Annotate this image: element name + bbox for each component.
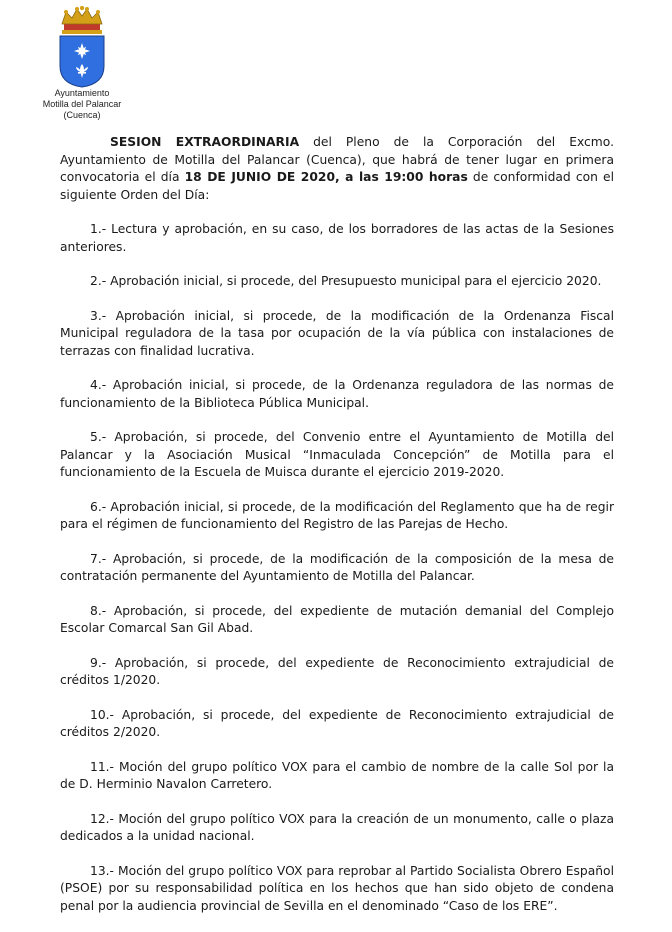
agenda-item-10: 10.- Aprobación, si procede, del expediente de Reconocimiento extrajudicial de créditos 2/2020. [60,707,614,739]
org-name-line1: Ayuntamiento [54,88,110,98]
org-name-line3: (Cuenca) [63,110,101,120]
agenda-item-1: 1.- Lectura y aprobación, en su caso, de los borradores de las actas de la Sesiones anteriores. [60,222,614,254]
agenda-item-13: 13.- Moción del grupo político VOX para reprobar al Partido Socialista Obrero Español (PSOE) por su responsabilidad política en los hechos que han sido objeto de condena penal por la audiencia provincial de Sevilla en el denominado “Caso de los ERE”. [60,863,614,913]
agenda-item-7: 7.- Aprobación, si procede, de la modificación de la composición de la mesa de contratación permanente del Ayuntamiento de Motilla del Palancar. [60,551,614,583]
coat-of-arms-icon [54,6,110,88]
intro-paragraph [60,134,614,204]
agenda-item-11: 11.- Moción del grupo político VOX para el cambio de nombre de la calle Sol por la de D. Herminio Navalon Carretero. [60,759,614,791]
intro-text-1: del Pleno de la Corporación del Excmo. Ayuntamiento de Motilla del Palancar (Cuenca), que habrá de tener lugar en primera convocatoria el día [60,135,614,184]
org-name-line2: Motilla del Palancar [42,99,122,109]
agenda-item-2: 2.- Aprobación inicial, si procede, del Presupuesto municipal para el ejercicio 2020. [90,274,602,288]
letterhead [28,6,136,121]
agenda-item-8: 8.- Aprobación, si procede, del expediente de mutación demanial del Complejo Escolar Comarcal San Gil Abad. [60,603,614,635]
agenda-item-4: 4.- Aprobación inicial, si procede, de la Ordenanza reguladora de las normas de funcionamiento de la Biblioteca Pública Municipal. [60,378,614,410]
agenda-item-9: 9.- Aprobación, si procede, del expediente de Reconocimiento extrajudicial de créditos 1/2020. [60,655,614,687]
agenda-item-3: 3.- Aprobación inicial, si procede, de la modificación de la Ordenanza Fiscal Municipal reguladora de la tasa por ocupación de la vía pública con instalaciones de terrazas con finalidad lucrativa. [60,308,614,358]
intro-text-2: de conformidad con el siguiente Orden del Día: [60,170,615,202]
document-body [60,134,614,932]
agenda-item-5: 5.- Aprobación, si procede, del Convenio entre el Ayuntamiento de Motilla del Palancar y la Asociación Musical “Inmaculada Concepción” de Motilla para el funcionamiento de la Escuela de Muisca durante el ejercicio 2019-2020. [60,430,614,479]
agenda-item-12: 12.- Moción del grupo político VOX para la creación de un monumento, calle o plaza dedicados a la unidad nacional. [60,811,614,843]
session-date: 18 DE JUNIO DE 2020, a las 19:00 horas [184,170,468,184]
agenda-item-6: 6.- Aprobación inicial, si procede, de la modificación del Reglamento que ha de regir para el régimen de funcionamiento del Registro de las Parejas de Hecho. [60,499,614,531]
session-type: SESION EXTRAORDINARIA [110,135,300,149]
